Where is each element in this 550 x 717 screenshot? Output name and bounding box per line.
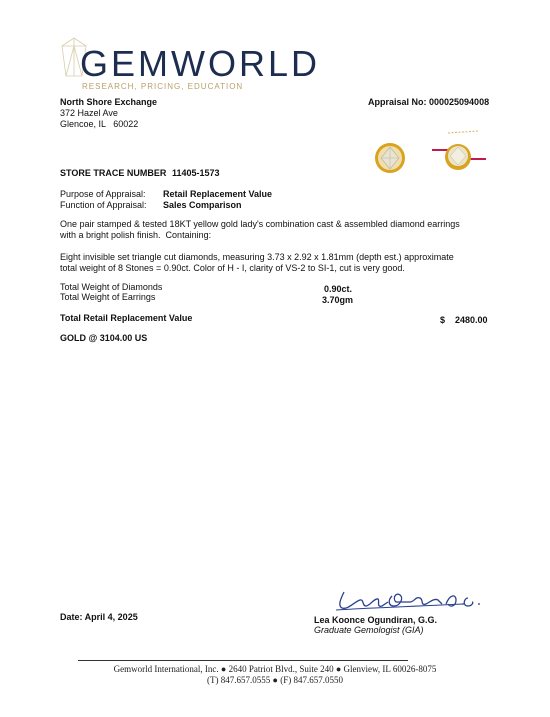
description-line1: One pair stamped & tested 18KT yellow gold lady's combination cast & assembled diamond earrings	[60, 219, 460, 229]
logo-tagline: RESEARCH, PRICING, EDUCATION	[82, 82, 244, 91]
purpose-value: Retail Replacement Value	[163, 189, 273, 199]
description-line2: with a bright polish finish. Containing:	[60, 230, 212, 240]
diamonds-line1: Eight invisible set triangle cut diamonds, measuring 3.73 x 2.92 x 1.81mm (depth est.) approximate	[60, 252, 454, 262]
gold-price: GOLD @ 3104.00 US	[60, 333, 148, 343]
store-trace-value: 11405-1573	[172, 168, 220, 178]
logo-wordmark: GEMWORLD	[80, 43, 320, 84]
total-currency: $	[440, 315, 446, 325]
footer-address: Gemworld International, Inc. ● 2640 Patriot Blvd., Suite 240 ● Glenview, IL 60026-8075	[113, 664, 437, 674]
total-value: 2480.00	[455, 315, 488, 325]
footer-divider	[78, 660, 408, 661]
earring-weight-label: Total Weight of Earrings	[60, 292, 156, 302]
function-label: Function of Appraisal:	[60, 200, 147, 210]
diamonds-line2: total weight of 8 Stones = 0.90ct. Color of H - I, clarity of VS-2 to SI-1, cut is very good.	[60, 263, 405, 273]
total-label: Total Retail Replacement Value	[60, 313, 193, 323]
signature	[330, 584, 490, 616]
client-address-line2: Glencoe, IL 60022	[60, 119, 139, 129]
earring-weight-value: 3.70gm	[322, 295, 354, 305]
footer-phone: (T) 847.657.0555 ● (F) 847.657.0550	[207, 675, 343, 685]
signer-name: Lea Koonce Ogundiran, G.G.	[314, 615, 438, 625]
earring-photo-side	[428, 127, 488, 177]
appraisal-date: Date: April 4, 2025	[60, 612, 138, 622]
diamond-weight-value: 0.90ct.	[324, 284, 353, 294]
signer-title: Graduate Gemologist (GIA)	[314, 625, 424, 635]
store-trace-label: STORE TRACE NUMBER	[60, 168, 167, 178]
diamond-weight-label: Total Weight of Diamonds	[60, 282, 163, 292]
purpose-label: Purpose of Appraisal:	[60, 189, 146, 199]
appraisal-number: Appraisal No: 000025094008	[368, 97, 490, 107]
function-value: Sales Comparison	[163, 200, 242, 210]
earring-photo-front	[372, 140, 408, 176]
client-name: North Shore Exchange	[60, 97, 158, 107]
client-address-line1: 372 Hazel Ave	[60, 108, 118, 118]
